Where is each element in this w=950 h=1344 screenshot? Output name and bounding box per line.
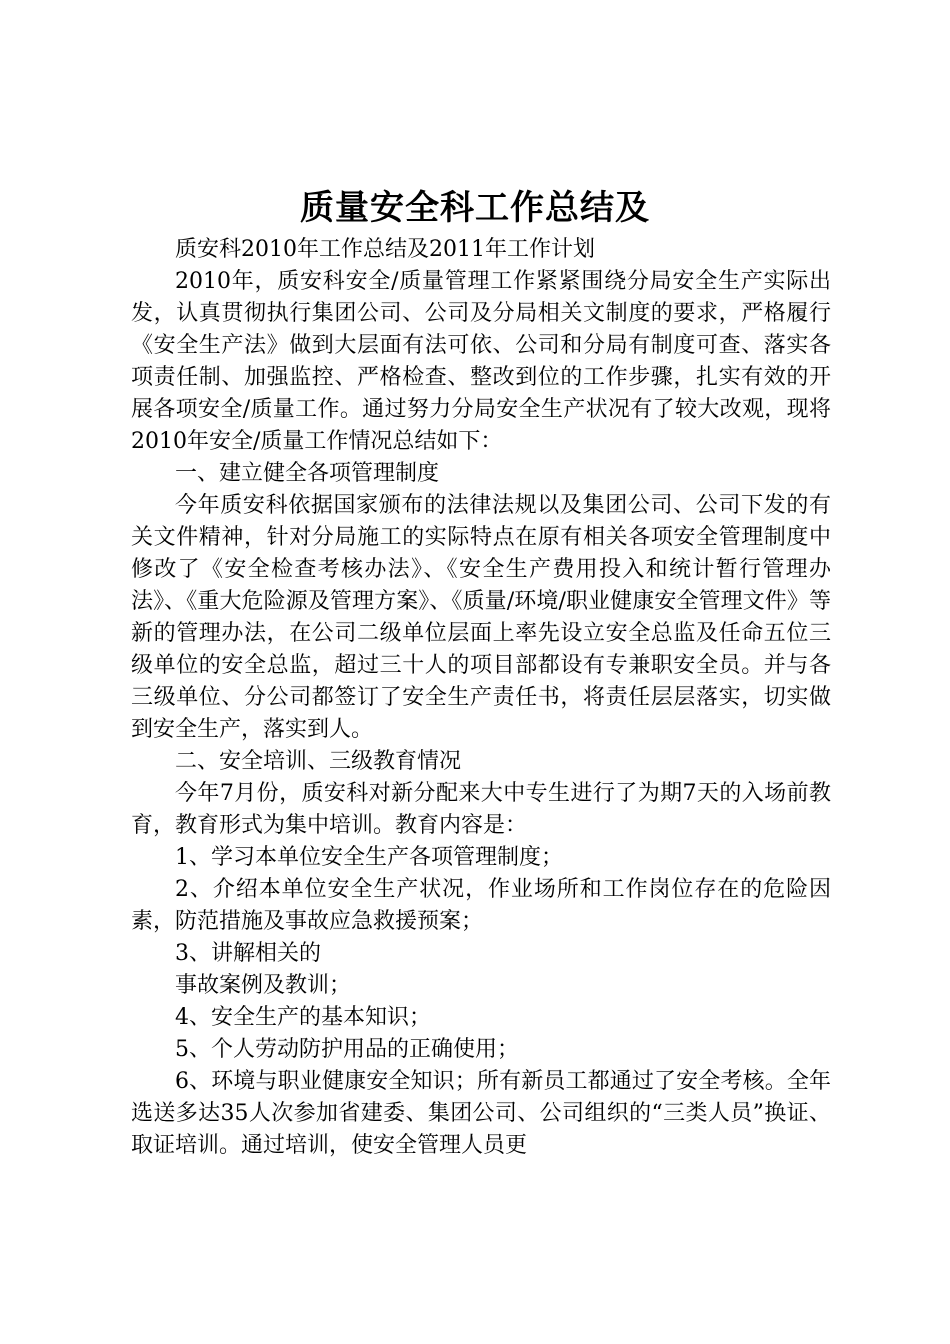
paragraph: 2010年，质安科安全/质量管理工作紧紧围绕分局安全生产实际出发，认真贯彻执行集团公司、公司及分局相关文制度的要求，严格履行《安全生产法》做到大层面有法可依、公司和分局有制度可查、落实各项责任制、加强监控、严格检查、整改到位的工作步骤，扎实有效的开展各项安全/质量工作。通过努力分局安全生产状况有了较大改观，现将2010年安全/质量工作情况总结如下： (131, 269, 831, 454)
list-item: 6、环境与职业健康安全知识；所有新员工都通过了安全考核。全年选送多达35人次参加省建委、集团公司、公司组织的“三类人员”换证、取证培训。通过培训，使安全管理人员更 (131, 1069, 831, 1158)
document-title: 质量安全科工作总结及 (300, 188, 650, 228)
list-item: 3、讲解相关的 (175, 941, 321, 966)
paragraph: 今年7月份，质安科对新分配来大中专生进行了为期7天的入场前教育，教育形式为集中培训。教育内容是： (131, 781, 831, 838)
list-item: 2、介绍本单位安全生产状况，作业场所和工作岗位存在的危险因素，防范措施及事故应急救援预案； (131, 877, 831, 934)
paragraph: 质安科2010年工作总结及2011年工作计划 (175, 237, 595, 262)
list-item: 事故案例及教训； (175, 973, 352, 998)
list-item: 5、个人劳动防护用品的正确使用； (175, 1037, 519, 1062)
list-item: 1、学习本单位安全生产各项管理制度； (175, 845, 563, 870)
document-body (131, 234, 831, 1162)
section-heading: 二、安全培训、三级教育情况 (175, 749, 462, 774)
paragraph: 今年质安科依据国家颁布的法律法规以及集团公司、公司下发的有关文件精神，针对分局施工的实际特点在原有相关各项安全管理制度中修改了《安全检查考核办法》、《安全生产费用投入和统计暂行管理办法》、《重大危险源及管理方案》、《质量/环境/职业健康安全管理文件》等新的管理办法，在公司二级单位层面上率先设立安全总监及任命五位三级单位的安全总监，超过三十人的项目部都设有专兼职安全员。并与各三级单位、分公司都签订了安全生产责任书，将责任层层落实，切实做到安全生产，落实到人。 (131, 493, 831, 742)
list-item: 4、安全生产的基本知识； (175, 1005, 431, 1030)
section-heading: 一、建立健全各项管理制度 (175, 461, 440, 486)
